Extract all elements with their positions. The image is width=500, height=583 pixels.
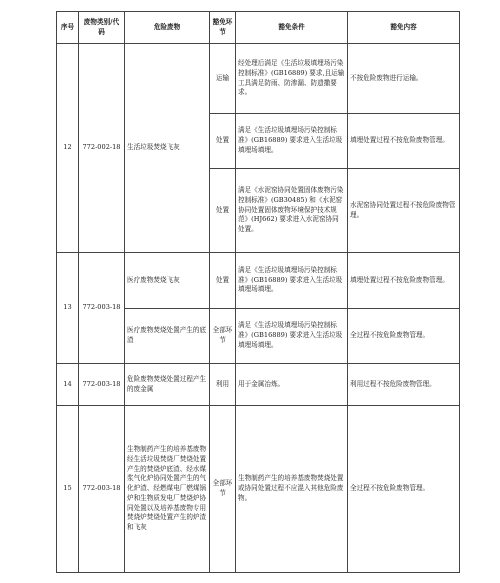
waste-name: 危险废物焚烧处置过程产生的废金属 — [125, 364, 210, 406]
header-exempt-stage: 豁免环节 — [210, 12, 236, 44]
waste-code: 772-002-18 — [79, 44, 125, 253]
table-row — [57, 253, 460, 309]
table-row — [57, 406, 460, 573]
waste-code: 772-003-18 — [79, 253, 125, 364]
exempt-condition: 满足《生活垃圾填埋场污染控制标准》(GB16889) 要求进入生活垃圾填埋场填埋。 — [236, 114, 348, 169]
exempt-content: 填埋处置过程不按危险废物管理。 — [348, 114, 460, 169]
exempt-content: 填埋处置过程不按危险废物管理。 — [348, 253, 460, 309]
header-category-code: 废物类别/代码 — [79, 12, 125, 44]
exempt-stage: 处置 — [210, 114, 236, 169]
exempt-condition: 满足《水泥窑协同处置固体废物污染控制标准》(GB30485) 和《水泥窑协同处置固体废物环境保护技术规范》(HJ662) 要求进入水泥窑协同处置。 — [236, 169, 348, 253]
exempt-condition: 满足《生活垃圾填埋场污染控制标准》(GB16889) 要求进入生活垃圾填埋场填埋。 — [236, 309, 348, 364]
header-exempt-content: 豁免内容 — [348, 12, 460, 44]
exempt-content: 全过程不按危险废物管理。 — [348, 309, 460, 364]
header-hazardous-waste: 危险废物 — [125, 12, 210, 44]
exemption-table — [56, 11, 460, 573]
exempt-stage: 处置 — [210, 253, 236, 309]
exempt-condition: 用于金属冶炼。 — [236, 364, 348, 406]
exempt-stage: 利用 — [210, 364, 236, 406]
exempt-stage: 运输 — [210, 44, 236, 114]
exempt-content: 全过程不按危险废物管理。 — [348, 406, 460, 573]
exempt-condition: 满足《生活垃圾填埋场污染控制标准》(GB16889) 要求进入生活垃圾填埋场填埋。 — [236, 253, 348, 309]
exempt-condition: 生物制药产生的培养基废物焚烧处置或协同处置过程不应混入其他危险废物。 — [236, 406, 348, 573]
exempt-content: 水泥窑协同处置过程不按危险废物管理。 — [348, 169, 460, 253]
exempt-stage: 全部环节 — [210, 309, 236, 364]
exempt-stage: 处置 — [210, 169, 236, 253]
waste-code: 772-003-18 — [79, 364, 125, 406]
table-row — [57, 44, 460, 114]
exempt-content: 利用过程不按危险废物管理。 — [348, 364, 460, 406]
table-header-row — [57, 12, 460, 44]
waste-name: 生物制药产生的培养基废物经生活垃圾焚烧厂焚烧处置产生的焚烧炉底渣、经水煤浆气化炉协同处置产生的气化炉渣、经燃煤电厂燃煤锅炉和生物质发电厂焚烧炉协同处置以及培养基废物专用焚烧炉焚烧处置产生的炉渣和飞灰 — [125, 406, 210, 573]
row-number: 12 — [57, 44, 79, 253]
waste-name: 生活垃圾焚烧飞灰 — [125, 44, 210, 253]
waste-code: 772-003-18 — [79, 406, 125, 573]
row-number: 13 — [57, 253, 79, 364]
exempt-content: 不按危险废物进行运输。 — [348, 44, 460, 114]
row-number: 15 — [57, 406, 79, 573]
table-row — [57, 364, 460, 406]
waste-name: 医疗废物焚烧飞灰 — [125, 253, 210, 309]
waste-name: 医疗废物焚烧处置产生的底渣 — [125, 309, 210, 364]
header-exempt-condition: 豁免条件 — [236, 12, 348, 44]
exempt-stage: 全部环节 — [210, 406, 236, 573]
header-serial-no: 序号 — [57, 12, 79, 44]
row-number: 14 — [57, 364, 79, 406]
exempt-condition: 经处理后满足《生活垃圾填埋场污染控制标准》(GB16889) 要求,且运输工具满足防雨、防渗漏、防遗撒要求。 — [236, 44, 348, 114]
